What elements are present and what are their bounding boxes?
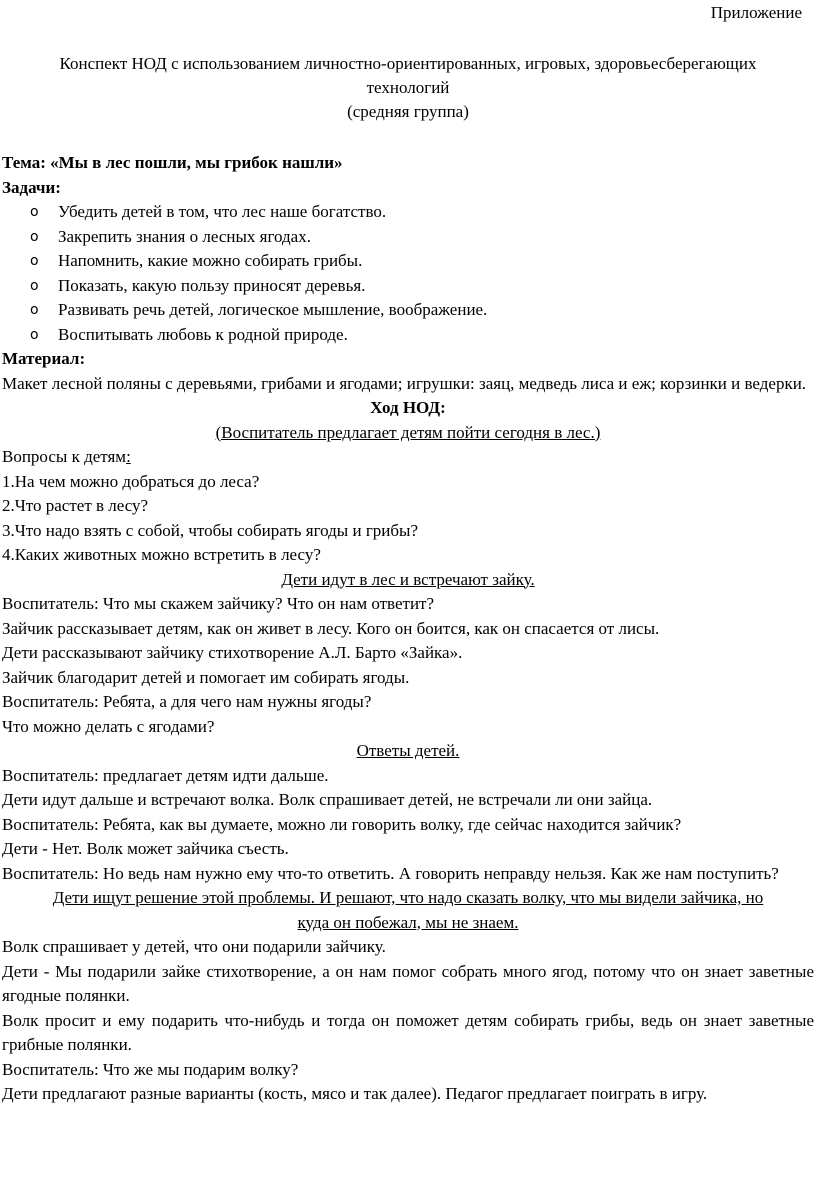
document-title bbox=[0, 52, 816, 124]
dialogue-line: Зайчик рассказывает детям, как он живет в лесу. Кого он боится, как он спасается от лисы. bbox=[2, 618, 660, 638]
list-item: o Напомнить, какие можно собирать грибы. bbox=[2, 249, 814, 274]
list-item: o Убедить детей в том, что лес наше богатство. bbox=[2, 200, 814, 225]
title-line-2: технологий bbox=[366, 78, 450, 97]
dialogue-line: Волк спрашивает у детей, что они подарили зайчику. bbox=[2, 937, 386, 956]
bullet-icon: o bbox=[30, 277, 39, 294]
material-heading: Материал: bbox=[2, 349, 86, 368]
list-item: o Показать, какую пользу приносят деревья. bbox=[2, 274, 814, 299]
list-item: o Закрепить знания о лесных ягодах. bbox=[2, 225, 814, 250]
question-item: 4.Каких животных можно встретить в лесу? bbox=[2, 545, 321, 564]
dialogue-line: Зайчик благодарит детей и помогает им собирать ягоды. bbox=[2, 667, 410, 687]
course-heading: Ход НОД: bbox=[370, 398, 446, 417]
question-item: 2.Что растет в лесу? bbox=[2, 496, 149, 515]
answers-heading: Ответы детей. bbox=[356, 741, 460, 760]
dialogue-paragraph: Дети - Мы подарили зайке стихотворение, а он нам помог собрать много ягод, потому что он знает заветные ягодные полянки. bbox=[2, 961, 814, 1005]
tasks-heading: Задачи: bbox=[2, 177, 61, 197]
appendix-label: Приложение bbox=[710, 3, 802, 22]
bullet-icon: o bbox=[30, 302, 39, 318]
document-body bbox=[2, 151, 814, 1107]
title-line-1: Конспект НОД с использованием личностно-ориентированных, игровых, здоровьесберегающих bbox=[59, 54, 757, 73]
dialogue-line: Дети идут дальше и встречают волка. Волк спрашивает детей, не встречали ли они зайца. bbox=[2, 790, 653, 809]
questions-heading: Вопросы к детям: bbox=[2, 447, 131, 466]
topic-heading: Тема: «Мы в лес пошли, мы грибок нашли» bbox=[2, 153, 343, 172]
list-item: o Воспитывать любовь к родной природе. bbox=[2, 323, 814, 348]
dialogue-paragraph: Волк просит и ему подарить что-нибудь и тогда он поможет детям собирать грибы, ведь он знает заветные грибные полянки. bbox=[2, 1010, 814, 1054]
dialogue-line: Дети рассказывают зайчику стихотворение А.Л. Барто «Зайка». bbox=[2, 643, 463, 662]
dialogue-line: Воспитатель: Ребята, как вы думаете, можно ли говорить волку, где сейчас находится зайчик? bbox=[2, 814, 682, 834]
bullet-icon: o bbox=[30, 326, 39, 343]
dialogue-line: Воспитатель: Что мы скажем зайчику? Что он нам ответит? bbox=[2, 594, 435, 613]
dialogue-line: Дети предлагают разные варианты (кость, мясо и так далее). Педагог предлагает поиграть в игру. bbox=[2, 1084, 708, 1103]
bullet-icon: o bbox=[30, 204, 39, 220]
dialogue-paragraph: Воспитатель: Но ведь нам нужно ему что-то ответить. А говорить неправду нельзя. Как же нам поступить? bbox=[2, 863, 779, 883]
scene-heading-problem-continued: куда он побежал, мы не знаем. bbox=[297, 912, 519, 932]
dialogue-line: Что можно делать с ягодами? bbox=[2, 716, 215, 736]
list-item: o Развивать речь детей, логическое мышление, воображение. bbox=[2, 298, 814, 323]
title-line-3: (средняя группа) bbox=[347, 102, 469, 121]
question-item: 3.Что надо взять с собой, чтобы собирать ягоды и грибы? bbox=[2, 520, 419, 540]
material-text: Макет лесной поляны с деревьями, грибами и ягодами; игрушки: заяц, медведь лиса и еж; корзинки и ведерки. bbox=[2, 373, 807, 393]
scene-heading-hare: Дети идут в лес и встречают зайку. bbox=[281, 569, 535, 589]
dialogue-line: Дети - Нет. Волк может зайчика съесть. bbox=[2, 839, 289, 858]
tasks-list bbox=[2, 200, 814, 347]
scene-heading-problem: Дети ищут решение этой проблемы. И решают, что надо сказать волку, что мы видели зайчика, но bbox=[52, 888, 764, 907]
bullet-icon: o bbox=[30, 228, 39, 245]
question-item: 1.На чем можно добраться до леса? bbox=[2, 471, 260, 491]
bullet-icon: o bbox=[30, 253, 39, 269]
course-intro: (Воспитатель предлагает детям пойти сегодня в лес.) bbox=[215, 422, 601, 442]
dialogue-line: Воспитатель: Ребята, а для чего нам нужны ягоды? bbox=[2, 692, 372, 711]
dialogue-line: Воспитатель: предлагает детям идти дальше. bbox=[2, 765, 329, 785]
dialogue-line: Воспитатель: Что же мы подарим волку? bbox=[2, 1059, 299, 1079]
